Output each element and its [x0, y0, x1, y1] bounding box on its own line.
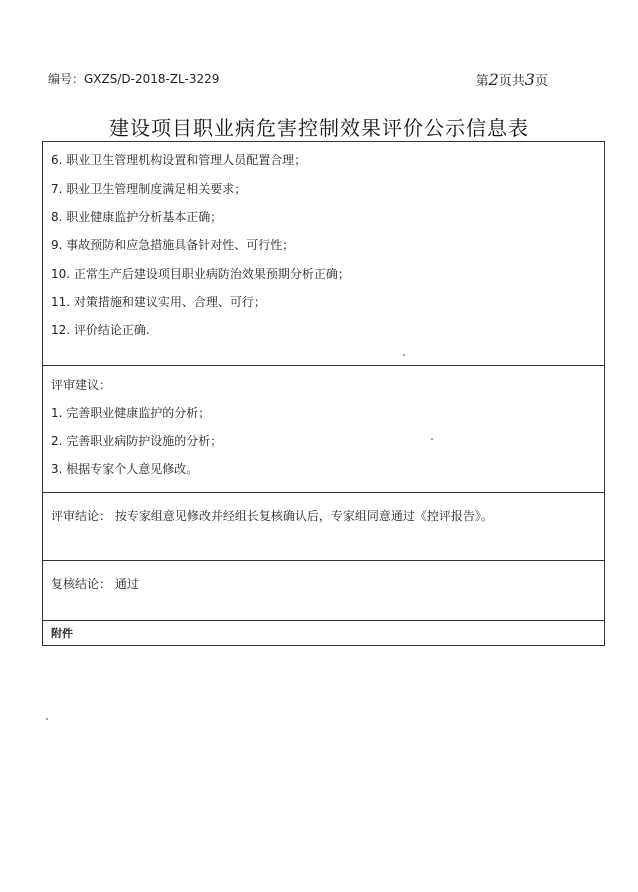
- scan-speck: [46, 718, 48, 720]
- recheck-conclusion-section: [43, 561, 604, 621]
- scan-speck: [431, 438, 433, 440]
- review-conclusion-section: [43, 493, 604, 561]
- criteria-item: 12. 评价结论正确.: [51, 323, 150, 337]
- suggestion-item: 1. 完善职业健康监护的分析；: [51, 406, 211, 420]
- criteria-item: 9. 事故预防和应急措施具备针对性、可行性；: [51, 238, 295, 252]
- criteria-item: 8. 职业健康监护分析基本正确；: [51, 210, 223, 224]
- criteria-item: 11. 对策措施和建议实用、合理、可行；: [51, 295, 266, 309]
- page-total: 3: [524, 70, 535, 89]
- evaluation-form-table: [42, 141, 605, 646]
- scan-speck: [403, 354, 405, 356]
- criteria-section: [43, 142, 604, 366]
- page-suffix: 页: [534, 74, 548, 89]
- suggestion-item: 2. 完善职业病防护设施的分析；: [51, 434, 223, 448]
- page-prefix: 第: [475, 74, 489, 89]
- review-suggestions-section: [43, 366, 604, 493]
- document-title: 建设项目职业病危害控制效果评价公示信息表: [109, 116, 529, 140]
- attachment-section: [43, 621, 604, 645]
- criteria-item: 6. 职业卫生管理机构设置和管理人员配置合理；: [51, 153, 307, 167]
- page-current: 2: [488, 70, 499, 89]
- suggestions-label: 评审建议：: [51, 378, 112, 392]
- attachment-label: 附件: [51, 627, 73, 640]
- review-conclusion-text: 评审结论： 按专家组意见修改并经组长复核确认后，专家组同意通过《控评报告》。: [51, 509, 493, 523]
- header-row: [48, 70, 548, 90]
- suggestion-item: 3. 根据专家个人意见修改。: [51, 462, 199, 476]
- criteria-item: 7. 职业卫生管理制度满足相关要求；: [51, 182, 247, 196]
- document-number: 编号：GXZS/D-2018-ZL-3229: [48, 72, 220, 86]
- page-middle: 页共: [498, 74, 525, 89]
- recheck-conclusion-text: 复核结论： 通过: [51, 577, 139, 591]
- criteria-item: 10. 正常生产后建设项目职业病防治效果预期分析正确；: [51, 267, 350, 281]
- page-indicator: [476, 70, 548, 89]
